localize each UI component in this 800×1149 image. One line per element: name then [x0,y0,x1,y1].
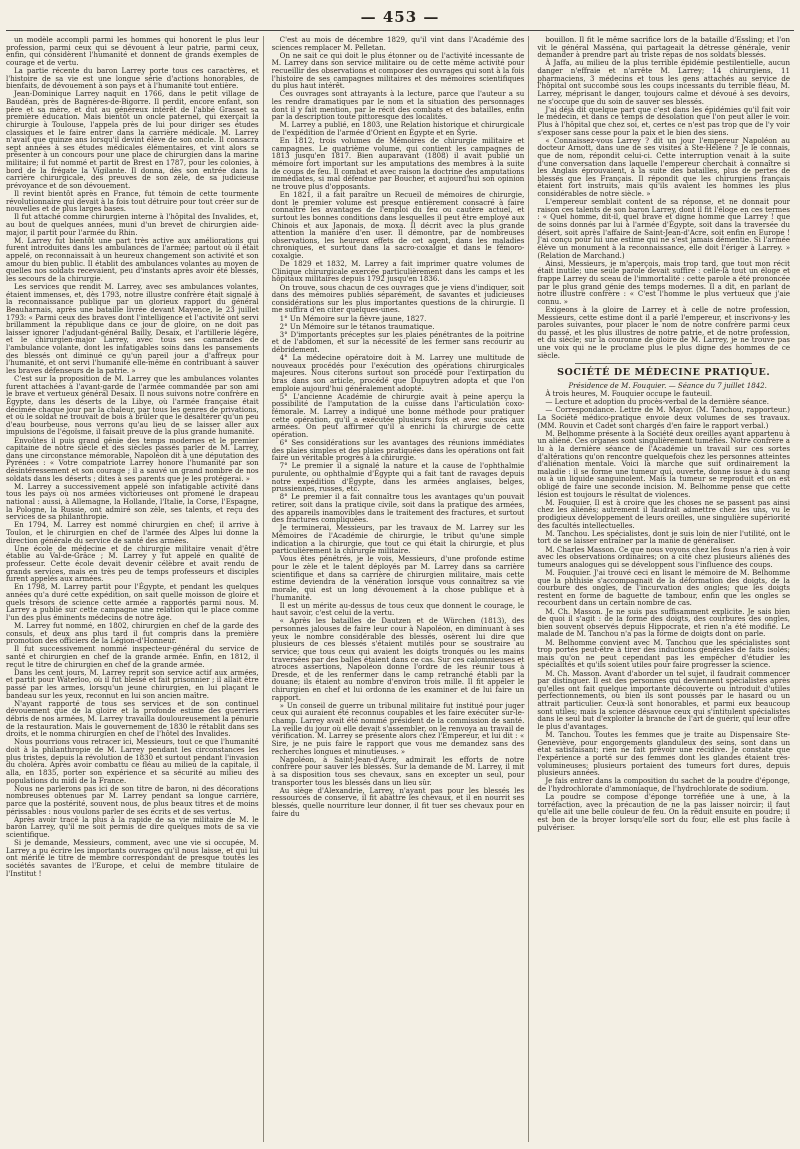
paragraph: Dans les cent jours, M. Larrey reprit son service actif aux armées, et partit pour Waterloo, où il fut blessé et fait prisonnier ; il allait être passé par les armes, lorsqu'un jeune chirurgien, en lui plaçant le bandeau sur les yeux, reconnut en lui son ancien maître. [6,667,259,700]
session-line: Présidence de M. Fouquier. — Séance du 7 juillet 1842. [568,380,767,390]
paragraph: À Jaffa, au milieu de la plus terrible épidémie pestilentielle, aucun danger n'effraie et n'arrête M. Larrey; 14 chirurgiens, 11 pharmaciens, 3 médecins et tous les gens attachés au service de l'hôpital ont succombé sous les coups incessants du terrible fléau, M. Larrey, méprisant le danger, toujours calme et dévoué à ses devoirs, ne s'occupe que du soin de sauver ses blessés. [537,58,791,106]
paragraph: De 1829 et 1832, M. Larrey a fait imprimer quatre volumes de Clinique chirurgicale exercée particulièrement dans les camps et les hôpitaux militaires depuis 1792 jusqu'en 1836. [271,259,525,284]
paragraph: 6° Ses considérations sur les avantages des réunions immédiates des plaies simples et des plaies pratiquées dans les opérations ont fait faire un véritable progrès à la chirurgie. [271,438,525,463]
paragraph: Les services que rendit M. Larrey, avec ses ambulances volantes, étaient immenses, et, dès 1793, notre illustre confrère était signalé à la reconnaissance publique par un glorieux rapport du général Beauharnais, après une bataille livrée devant Mayence, le 23 juillet 1793: « Parmi ceux des braves dont l'intelligence et l'activité ont servi brillamment la république dans ce jour de gloire, on ne doit pas laisser ignorer l'adjudant-général Bailly, Desaix, et l'artillerie légère, et le chirurgien-major Larrey, avec tous ses camarades de l'ambulance volante, dont les infatigables soins dans les pansements des blessés ont diminué ce qu'un pareil jour a d'affreux pour l'humanité, et ont servi l'humanité elle-même en contribuant à sauver les braves défenseurs de la patrie. » [6,282,259,375]
article-columns [6,36,794,1142]
paragraph: M. Tanchou. Toutes les femmes que je traite au Dispensaire Ste-Geneviève, pour engorgements glanduleux des seins, sont dans un état satisfaisant; rien ne fait prévoir une récidive. Je constate que l'expérience a porté sur des femmes dont les glandes étaient très-volumineuses; plusieurs portaient des tumeurs fort dures, depuis plusieurs années. [537,730,791,778]
paragraph: M. Tanchou. Les spécialistes, dont je suis loin de nier l'utilité, ont le tort de se laisser entraîner par la manie de généraliser. [537,528,791,546]
paragraph: Au siège d'Alexandrie, Larrey, n'ayant pas pour les blessés les ressources de conserve, il fit abattre les chevaux, et il en nourrit ses blessés, quelle nourriture leur donner, il fit tuer ses chevaux pour en faire du [271,785,525,818]
paragraph: M. Ch. Masson. Je ne suis pas suffisamment explicite. Je sais bien de quoi il s'agit : de la forme des doigts, des courbures des ongles, bien souvent observés depuis Hippocrate, et rien n'a été modifié. Le malade de M. Tanchou n'a pas la forme de doigts dont on parle. [537,606,791,639]
paragraph: M. Larrey fut bientôt une part très active aux améliorations qui furent introduites dans les ambulances de l'armée; partout où il était appelé, on reconnaissait à un heureux changement son activité et son amour du bien public. Il établit des ambulances volantes au moyen de quelles nos soldats recevaient, peu d'instants après avoir été blessés, les secours de la chirurgie. [6,235,259,283]
paragraph: « Après les batailles de Dautzen et de Würchen (1813), des personnes jalouses de faire leur cour à Napoléon, en diminuant à ses yeux le nombre considérable des blessés, osèrent lui dire que plusieurs de ces blessés s'étaient mutilés pour se soustraire au service; que tous ceux qui avaient les doigts tronqués ou les mains traversées par des balles étaient dans ce cas. Sur ces calomnieuses et atroces assertions, Napoléon donne l'ordre de les réunir tous à Dresde, et de les renfermer dans le camp retranché établi par la douane; ils étaient au nombre d'environ trois mille. Il fit appeler le chirurgien en chef et lui ordonna de les examiner et de lui faire un rapport. [271,616,525,702]
paragraph: un modèle accompli parmi les hommes qui honorent le plus leur profession, parmi ceux qui se dévouent à leur patrie, parmi ceux, enfin, qui considèrent l'humanité et donnent de grands exemples de courage et de vertu. [6,36,259,67]
header-rule [6,30,794,31]
paragraph: On ne sait ce qui doit le plus étonner ou de l'activité incessante de M. Larrey dans son service militaire ou de cette même activité pour recueillir des observations et composer des ouvrages qui sont à la fois l'histoire de ses campagnes militaires et des mémoires scientifiques du plus haut intérêt. [271,50,525,91]
paragraph: Exigeons à la gloire de Larrey et à celle de notre profession, Messieurs, cette estime dont il a parlé l'empereur, et inscrivons-y les paroles suivantes, pour placer le nom de notre confrère parmi ceux du passé, et les plus illustres de notre patrie, et de notre profession, et du siècle; sur la couronne de gloire de M. Larrey, je ne trouve pas une voix qui ne le proclame plus le plus digne des hommes de ce siècle. [537,304,791,360]
paragraph: C'est sur la proposition de M. Larrey que les ambulances volantes furent attachées à l'avant-garde de l'armée commandée par son ami le brave et vertueux général Desaix. Il nous suivons notre confrère en Égypte, dans les déserts de la Libye, où l'armée française était décimée chaque jour par la chaleur, par tous les genres de privations, et où le soldat ne trouvait de bois à brûler que le désaltérer qu'un peu d'eau bourbeuse, nous verrons qu'au lieu de se laisser aller aux impulsions de l'égoïsme, il faisait preuve de la plus grande humanité. [6,374,259,437]
paragraph: Envoûtes il puis grand génie des temps modernes et le premier capitaine de notre siècle et des siècles passés parler de M. Larrey, dans une circonstance mémorable, Napoléon dit à une députation des Pyrénées : « Votre compatriote Larrey honore l'humanité par son désintéressement et son courage ; il a sauvé un grand nombre de nos soldats dans les déserts ; dites à ses parents que je les protégerai. » [6,435,259,483]
section-divider [575,363,752,364]
paragraph: M. Belhomme présente à la Société deux oreilles ayant appartenu à un aliéné. Ces organes sont singulièrement tuméfiés. Notre confrère a lu à la dernière séance de l'Académie un travail sur ces sortes d'altérations qu'on rencontre quelquefois chez les personnes atteintes d'aliénation mentale. Voici la marche que suit ordinairement la maladie : il se forme une tumeur qui, ouverte, donne issue à du sang ou à un liquide sanguinolent. Mais la tumeur se reproduit et on est obligé de faire une seconde incision. M. Belhomme pense que cette lésion est toujours le résultat de violences. [537,428,791,499]
paragraph: Si je demande, Messieurs, comment, avec une vie si occupée, M. Larrey a pu écrire les importants ouvrages qu'il nous laisse, et qui lui ont mérité le titre de membre correspondant de presque toutes les sociétés savantes de l'Europe, et celui de membre titulaire de l'Institut ! [6,838,259,878]
paragraph: À trois heures, M. Fouquier occupe le fauteuil. [545,389,713,398]
paragraph: J'ai déjà dit quelque part que c'est dans les épidémies qu'il fait voir le médecin, et dans ce temps de désolation que l'on peut aller le voir. Plus à l'hôpital que chez soi, et, certes ce n'est pas trop que de l'y voir s'exposer sans cesse pour la paix et le bien des siens. [537,104,791,137]
paragraph: On trouve, sous chacun de ces ouvrages que je viens d'indiquer, soit dans des mémoires publiés séparément, de savantes et judicieuses considérations sur les plus importantes questions de la chirurgie. Il me suffira d'en citer quelques-unes. [271,282,525,315]
paragraph: N'ayant rapporté de tous ses services et de son continuel dévouement que de la gloire et la profonde estime des guerriers débris de nos armées, M. Larrey travailla douloureusement la pénurie de la restauration. Mais le gouvernement de 1830 le rétablit dans ses droits, et le nomma chirurgien en chef de l'hôtel des Invalides. [6,698,259,739]
column-2 [272,36,530,1142]
paragraph: 8° Le premier il a fait connaître tous les avantages qu'un pouvait retirer, soit dans la pratique civile, soit dans la pratique des armées, des appareils inamovibles dans le traitement des fractures, et surtout des fractures compliquées. [271,492,525,525]
paragraph: En 1794, M. Larrey est nommé chirurgien en chef; il arrive à Toulon, et le chirurgien en chef de l'armée des Alpes lui donne la direction générale du service de santé des armées. [6,520,259,545]
paragraph: En 1798, M. Larrey partit pour l'Égypte, et pendant les quelques années qu'a duré cette expédition, on sait quelle moisson de gloire et quels trésors de science cette armée a rapportés parmi nous. M. Larrey a publié sur cette campagne une relation qui le place comme l'un des plus éminents médecins de notre âge. [6,582,259,622]
paragraph: Je fais entrer dans la composition du sachet de la poudre d'éponge, de l'hydrochlorate d'ammoniaque, de l'hydrochlorate de sodium. [537,776,791,793]
paragraph: Après avoir tracé la plus à la rapide de sa vie militaire de M. le baron Larrey, qu'il me soit permis de dire quelques mots de sa vie scientifique. [6,814,259,839]
section-title: SOCIÉTÉ DE MÉDECINE PRATIQUE. [537,369,790,380]
paragraph: M. Ch. Masson. Avant d'aborder un tel sujet, il faudrait commencer par distinguer. Il est des personnes qui deviennent spécialistes après qu'elles ont fait quelque importante découverte ou introduit d'utiles perfectionnements, ou bien ils sont poussés par le hasard ou un attrait particulier. Ceux-là sont honorables, et parmi eux beaucoup sont utiles; mais la science désavoue ceux qui s'intitulent spécialistes dans le seul but d'exploiter la branche de l'art de guérir, qui leur offre le plus d'avantages. [537,668,791,731]
paragraph: bouillon. Il fit le même sacrifice lors de la bataille d'Essling; et l'on vit le général Masséna, qui partageait la détresse générale, venir demander à prendre part au triste repas de nos soldats blessés. [537,36,791,60]
paragraph: M. Charles Masson. Ce que nous voyons chez les fous n'a rien à voir avec les observations ordinaires; on a cité chez plusieurs aliénés des tumeurs analogues qui se développent sous l'influence des coups. [537,544,791,569]
paragraph: Ainsi, Messieurs, je m'aperçois, mais trop tard, que tout mon récit était inutile; une seule parole devait suffire : celle-là tout un éloge et frappe Larrey du sceau de l'immortalité : cette parole a été prononcée par le plus grand génie des temps modernes. Il a dit, en parlant de notre illustre confrère : « C'est l'homme le plus vertueux que j'aie connu. » [537,258,791,306]
column-1 [6,36,264,1142]
paragraph: Je terminerai, Messieurs, par les travaux de M. Larrey sur les Mémoires de l'Académie de chirurgie, le tribut qu'une simple indication a la chirurgie, que tout ce qui était la chirurgie, et plus particulièrement la chirurgie militaire. [271,523,525,556]
paragraph: Il revint bientôt après en France, fut témoin de cette tourmente révolutionnaire qui devait à la fois tout détruire pour tout créer sur de nouvelles et de plus larges bases. [6,189,259,214]
paragraph: Nous pourrions vous retracer ici, Messieurs, tout ce que l'humanité doit à la philanthropie de M. Larrey pendant les circonstances les plus tristes, depuis la révolution de 1830 et surtout pendant l'invasion du choléra. Après avoir combattu ce fléau au milieu de la capitale, il alla, en 1835, porter son expérience et sa sécurité au milieu des populations du midi de la France. [6,737,259,785]
paragraph: Il est un mérite au-dessus de tous ceux que donnent le courage, le haut savoir, c'est celui de la vertu. [271,600,525,618]
paragraph: 2° Un Mémoire sur le tétanos traumatique. [279,321,435,331]
paragraph: — Correspondance. Lettre de M. Mayor. (M. Tanchou, rapporteur.) La Société médico-pratique envoie deux volumes de ses travaux. (MM. Rouvin et Cadet sont chargés d'en faire le rapport verbal.) [537,405,791,430]
paragraph: M. Fouquier. J'ai trouvé ceci en lisant le mémoire de M. Belhomme que la phthisie s'accompagnait de la déformation des doigts, de la courbure des ongles, de l'incurvation des ongles; que les doigts restent en forme de baguette de tambour, enfin que les ongles se recourbent dans un certain nombre de cas. [537,567,791,608]
paragraph: Ces ouvrages sont attrayants à la lecture, parce que l'auteur a su les rendre dramatiques par le nom et la situation des personnages dont il y fait mention, par le récit des combats et des batailles, enfin par la description toute pittoresque des localités. [271,89,525,122]
paragraph: La poudre se compose d'éponge torréfiée une à une, à la torréfaction, avec la précaution de ne la pas laisser noircir; il faut qu'elle ait une belle couleur de feu. On la réduit ensuite en poudre; il est bon de la broyer lorsqu'elle sort du four, elle est plus facile à pulvériser. [537,792,791,832]
paragraph: M. Larrey fut nommé, en 1802, chirurgien en chef de la garde des consuls, et deux ans plus tard il fut compris dans la première promotion des officiers de la Légion-d'Honneur. [6,621,259,646]
paragraph: M. Larrey a successivement appelé son infatigable activité dans tous les pays où nos armées victorieuses ont promené le drapeau national : aussi, à Allemagne, la Hollande, l'Italie, la Corse, l'Espagne, la Pologne, la Russie, ont admiré son zèle, ses talents, et reçu des services de sa philanthropie. [6,481,259,522]
paragraph: M. Belhomme convient avec M. Tanchou que les spécialistes sont trop portés peut-être à tirer des inductions générales de faits isolés; mais qu'on ne peut cependant pas les empêcher d'étudier les spécialités et qu'ils soient utiles pour faire progresser la science. [537,637,791,670]
paragraph: Jean-Dominique Larrey naquit en 1766, dans le petit village de Baudéan, près de Bagnères-de-Bigorre. Il perdit, encore enfant, son père et sa mère, et dut au généreux intérêt de l'abbé Grasset sa première éducation. Mais bientôt un oncle paternel, qui exerçait la chirurgie à Toulouse, l'appela près de lui pour diriger ses études classiques et le faire entrer dans la carrière médicale. M. Larrey n'avait que quinze ans lorsqu'il devint élève de son oncle. Il consacra sept années à ses études médicales élémentaires, et vint alors se présenter à un concours pour une place de chirurgien dans la marine militaire; il fut nommé et partit de Brest en 1787, pour les colonies, à bord de la frégate la Vigilante. Il donna, dès son entrée dans la carrière chirurgicale, des preuves de son zèle, de sa judicieuse prévoyance et de son dévouement. [6,89,259,190]
paragraph: Il fut successivement nommé inspecteur-général du service de santé et chirurgien en chef de la grande armée. Enfin, en 1812, il reçut le titre de chirurgien en chef de la grande armée. [6,644,259,669]
page-number: — 453 — [360,8,440,26]
paragraph: En 1812, trois volumes de Mémoires de chirurgie militaire et campagnes. Le quatrième volume, qui contient les campagnes de 1813 jusqu'en 1817. Bien auparavant (1808) il avait publié un mémoire fort important sur les amputations des membres à la suite de coups de feu. Il combat et avec raison la doctrine des amputations immédiates, si mal défendue par Boucher, et aujourd'hui son opinion ne trouve plus d'opposants. [271,136,525,191]
paragraph: 3° D'importants préceptes sur les plaies pénétrantes de la poitrine et de l'abdomen, et sur la nécessité de les fermer sans recourir au débridement. [271,329,525,354]
paragraph: Une école de médecine et de chirurgie militaire venait d'être établie au Val-de-Grâce ; M. Larrey y fut appelé en qualité de professeur. Cette école devait devenir célèbre et avait rendu de grands services, mais en très peu de temps professeurs et disciples furent appelés aux armées. [6,543,259,584]
paragraph: 4° La médecine opératoire doit à M. Larrey une multitude de nouveaux procédés pour l'exécution des opérations chirurgicales majeures. Nous citerons surtout son procédé pour l'extirpation du bras dans son article, procédé que Dupuytren adopta et que l'on emploie aujourd'hui généralement adopté. [271,353,525,393]
paragraph: En 1821, il a fait paraître un Recueil de mémoires de chirurgie, dont le premier volume est presque entièrement consacré à faire connaître les avantages de l'emploi du feu ou cautère actuel, et surtout les bonnes conditions dans lesquelles il peut être employé aux Chinois et aux Japonais, de moxa. Il décrit avec la plus grande attention la manière d'en user. Il démontre, par de nombreuses observations, les heureux effets de cet agent, dans les maladies chroniques, et surtout dans la sacro-coxalgie et dans le fémoro-coxalgie. [271,190,525,260]
paragraph: M. Larrey a publié, en 1803, une Relation historique et chirurgicale de l'expédition de l'armée d'Orient en Égypte et en Syrie. [271,120,525,137]
paragraph: « Connaissez-vous Larrey ? dit un jour l'empereur Napoléon au docteur Arnott, dans une de ses visites à Ste-Hélène ? Je le connais, que de nom, répondit celui-ci. Cette interruption venait à la suite d'une conversation dans laquelle l'empereur cherchait à connaître si les Anglais éprouvaient, à la suite des batailles, plus de pertes de blessés que les Français. Il répondit que les chirurgiens français étaient fort instruits, mais qu'ils avaient les hommes les plus considérables de notre siècle. » [537,135,791,198]
paragraph: Napoléon, à Saint-Jean-d'Acre, admirait les efforts de notre confrère pour sauver les blessés. Sur la demande de M. Larrey, il mit à sa disposition tous ses chevaux, sans en excepter un seul, pour transporter tous les blessés dans un lieu sûr. [271,754,525,787]
paragraph: M. Fouquier. Il est à croire que les choses ne se passent pas ainsi chez les aliénés; autrement il faudrait admettre chez les uns, vu le prodigieux développement de leurs oreilles, une singulière supériorité des facultés intellectuelles. [537,497,791,530]
paragraph: 7° Le premier il a signalé la nature et la cause de l'ophthalmie purulente, ou ophthalmie d'Égypte qui a fait tant de ravages depuis notre expédition d'Égypte, dans les armées anglaises, belges, prussiennes, russes, etc. [271,461,525,494]
column-3 [537,36,794,1142]
paragraph: 5° L'ancienne Académie de chirurgie avait à peine aperçu la possibilité de l'amputation de la cuisse dans l'articulation coxo-fémorale. M. Larrey a indiqué une bonne méthode pour pratiquer cette opération, qu'il a exécutée plusieurs fois et avec succès aux armées. On peut affirmer qu'il a enrichi la chirurgie de cette opération. [271,391,525,439]
paragraph: Nous ne parlerons pas ici de son titre de baron, ni des décorations nombreuses obtenues par M. Larrey pendant sa longue carrière, parce que la postérité, souvent nous, de plus beaux titres et de moins périssables : nous voulons parler de ses écrits et de ses vertus. [6,783,259,816]
paragraph: Vous êtes pénétrés, je le vois, Messieurs, d'une profonde estime pour le zèle et le talent déployés par M. Larrey dans sa carrière scientifique et dans sa carrière de chirurgien militaire, mais cette estime deviendra de la vénération lorsque vous connaîtrez sa vie morale, qui est un long dévouement à la chose publique et à l'humanité. [271,554,525,602]
paragraph: » Un conseil de guerre un tribunal militaire fut institué pour juger ceux qui auraient été reconnus coupables et les faire exécuter sur-le-champ. Larrey avait été nommé président de la commission de santé. La veille du jour où elle devait s'assembler, on le renvoya au travail de vérification. M. Larrey se présente alors chez l'Empereur, et lui dit : « Sire, je ne puis faire le rapport que vous me demandez sans des recherches longues et minutieuses. » [271,700,525,756]
paragraph: 1° Un Mémoire sur la fièvre jaune, 1827. [279,313,427,323]
paragraph: L'empereur semblait content de sa réponse, et ne donnait pour raison ces talents de son baron Larrey, dont il fit l'éloge en ces termes : « Quel homme, dit-il, quel brave et digne homme que Larrey ! que de soins donnés par lui à l'armée d'Égypte, soit dans la traversée du désert, soit après l'affaire de Saint-Jean-d'Acre, soit enfin en Europe ! J'ai conçu pour lui une estime qui ne s'est jamais démentie. Si l'armée élève un monument à la reconnaissance, elle doit l'ériger à Larrey. » (Relation de Marchand.) [537,197,791,260]
paragraph: La partie récente du baron Larrey porte tous ces caractères, et l'histoire de sa vie est une longue série d'actions honorables, de bienfaits, de dévouement à son pays et à l'humanité tout entière. [6,66,259,91]
paragraph: Il fut attaché comme chirurgien interne à l'hôpital des Invalides, et, au bout de quelques années, muni d'un brevet de chirurgien aide-major, il partit pour l'armée du Rhin. [6,212,259,237]
paragraph: — Lecture et adoption du procès-verbal de la dernière séance. [545,397,769,407]
paragraph: C'est au mois de décembre 1829, qu'il vint dans l'Académie des sciences remplacer M. Pelletan. [271,36,525,52]
